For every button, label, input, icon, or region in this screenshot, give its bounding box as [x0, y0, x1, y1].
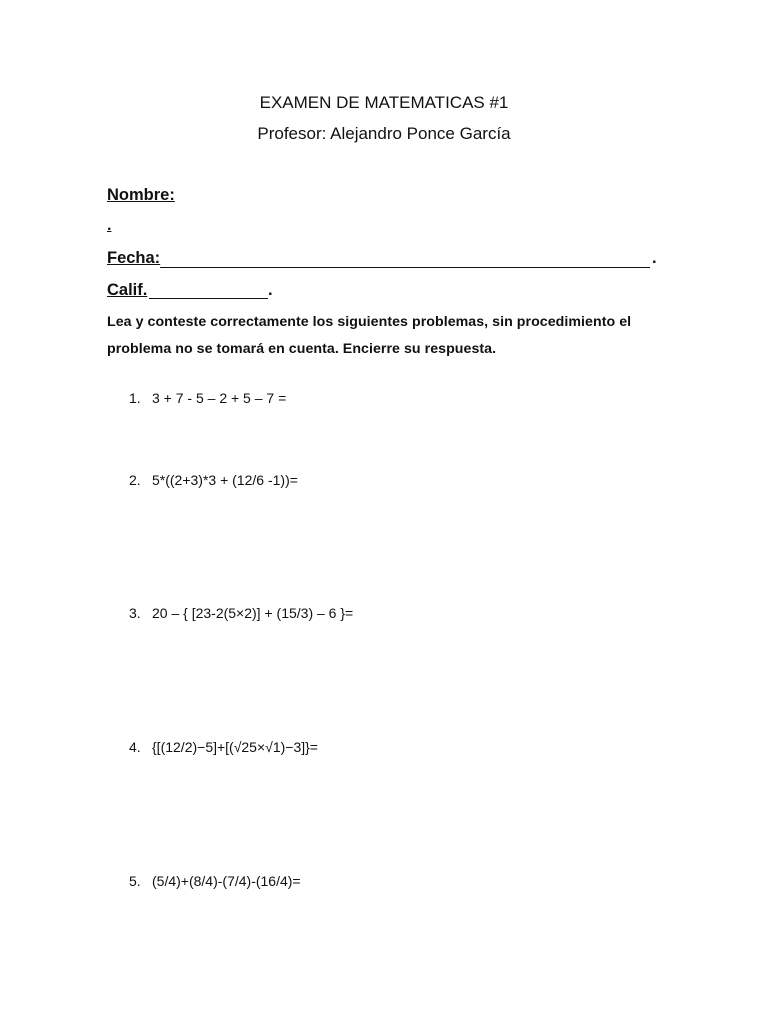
- problem-expression: 3 + 7 - 5 – 2 + 5 – 7 =: [152, 390, 287, 406]
- problem-item: [129, 390, 286, 406]
- calif-blank-line: [149, 298, 268, 299]
- instructions-text: Lea y conteste correctamente los siguientes problemas, sin procedimiento el problema no se tomará en cuenta. Encierre su respuesta.: [107, 314, 632, 357]
- problem-expression: {[(12/2)−5]+[(√25×√1)−3]}=: [152, 739, 318, 755]
- problem-item: [129, 873, 301, 889]
- fecha-end-dot: .: [652, 249, 657, 267]
- problem-number: 5.: [129, 873, 141, 889]
- problem-item: [129, 472, 298, 488]
- exam-title: EXAMEN DE MATEMATICAS #1: [259, 93, 509, 112]
- fecha-label: Fecha:: [107, 249, 161, 267]
- fecha-blank-line: [160, 267, 650, 268]
- problem-number: 1.: [129, 390, 141, 406]
- problem-number: 2.: [129, 472, 141, 488]
- problem-expression: 20 – { [23-2(5×2)] + (15/3) – 6 }=: [152, 605, 354, 621]
- fecha-field: [107, 249, 160, 268]
- nombre-blank: .: [107, 217, 112, 234]
- problem-expression: (5/4)+(8/4)-(7/4)-(16/4)=: [152, 873, 301, 889]
- professor-name: Profesor: Alejandro Ponce García: [257, 124, 511, 143]
- problem-expression: 5*((2+3)*3 + (12/6 -1))=: [152, 472, 298, 488]
- nombre-field: [107, 186, 175, 205]
- nombre-label: Nombre:: [107, 186, 175, 204]
- calif-field: [107, 281, 147, 300]
- problem-item: [129, 605, 353, 621]
- calif-label: Calif.: [107, 281, 148, 299]
- problem-number: 3.: [129, 605, 141, 621]
- problem-item: [129, 739, 318, 755]
- problem-number: 4.: [129, 739, 141, 755]
- calif-end-dot: .: [268, 281, 273, 299]
